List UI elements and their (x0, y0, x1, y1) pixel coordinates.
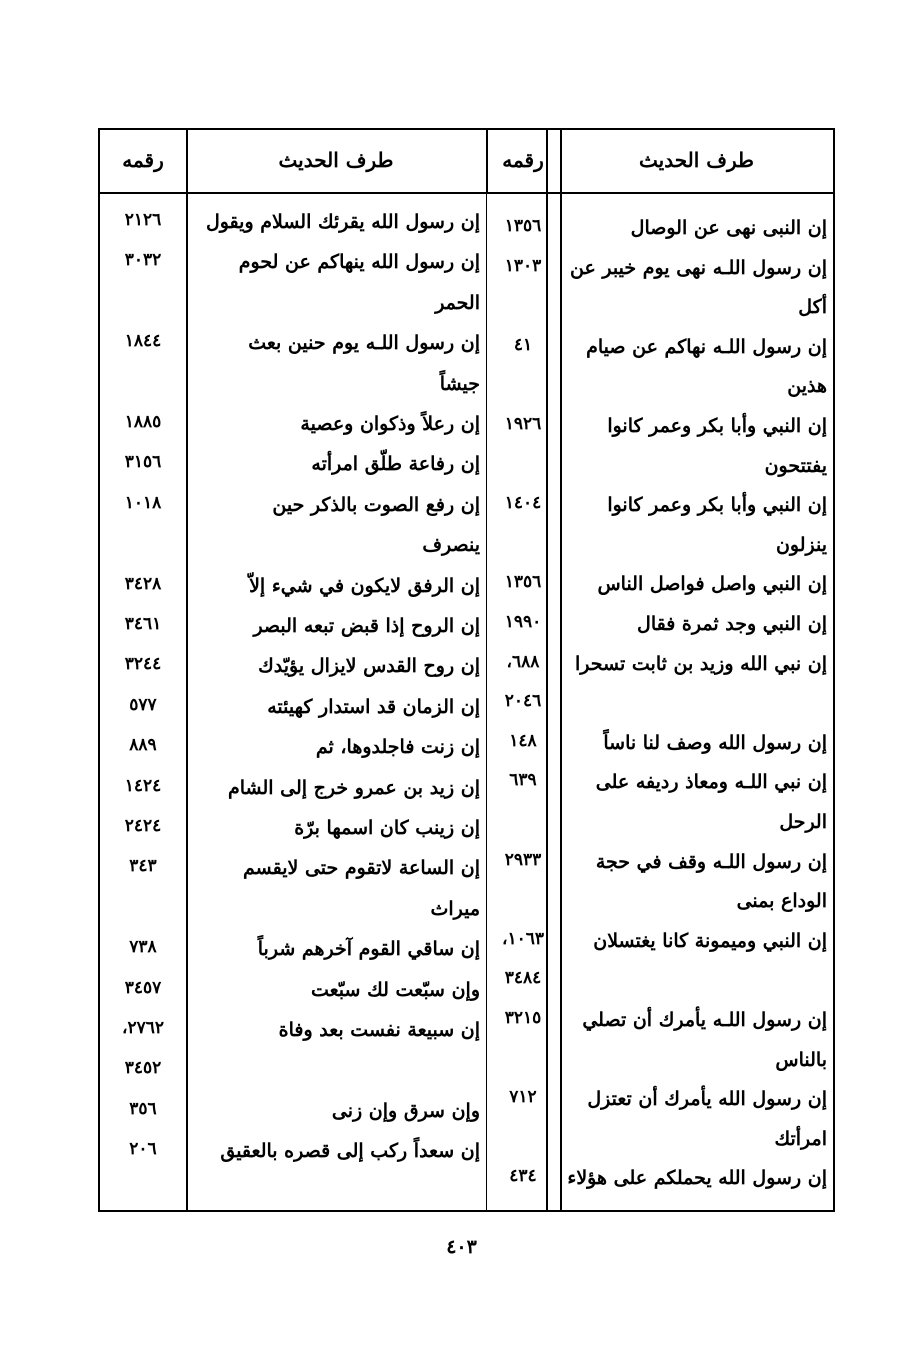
hadith-entry: إن رعلاً وذكوان وعصية (300, 413, 480, 435)
hadith-entry: إن زينب كان اسمها برّة (294, 817, 480, 839)
left-number-header: رقمه (122, 148, 164, 172)
hadith-number: ١٠١٨ (124, 492, 162, 513)
hadith-number: ٧١٢ (509, 1087, 537, 1108)
hadith-entry: إن رسول اللـه نهى يوم خيبر عن (570, 256, 827, 279)
hadith-entry: إن الروح إذا قبض تبعه البصر (253, 615, 480, 637)
hadith-entry: إن النبي وأبا بكر وعمر كانوا (607, 494, 827, 517)
hadith-number: ١٩٢٦ (504, 414, 542, 434)
hadith-entry: جيشاً (439, 372, 480, 395)
hadith-entry: ينزلون (775, 533, 827, 556)
hadith-number: ٦٣٩ (509, 770, 537, 791)
hadith-number (102, 362, 184, 402)
hadith-entry (564, 960, 827, 1000)
hadith-number (102, 281, 184, 321)
hadith-entry: الحمر (435, 291, 480, 314)
hadith-number: ٣٤٥٢ (124, 1058, 162, 1079)
hadith-entry: الرحل (779, 811, 827, 833)
hadith-entry: إن رسول الله يحملكم على هؤلاء (567, 1167, 827, 1190)
hadith-number: ٢٧٦٢، (121, 1018, 165, 1038)
hadith-number: ١٨٨٥ (124, 412, 162, 432)
hadith-entry: الوداع بمنى (736, 890, 827, 913)
hadith-number: ٤١ (513, 334, 533, 355)
hadith-entry (190, 1050, 480, 1090)
hadith-entry: إن النبي وميمونة كانا يغتسلان (593, 929, 827, 952)
hadith-number (488, 444, 558, 484)
right-hadith-header: طرف الحديث (639, 148, 754, 172)
hadith-number: ٣٤٢٨ (124, 573, 162, 594)
hadith-number: ٢٠٤٦ (504, 691, 542, 712)
hadith-entry: إن نبي الله وزيد بن ثابت تسحرا (575, 652, 827, 675)
hadith-number: ٢١٢٦ (124, 210, 162, 230)
hadith-entry: إن سبيعة نفست بعد وفاة (278, 1019, 480, 1041)
index-table (98, 128, 835, 1212)
hadith-number (488, 364, 558, 404)
hadith-number: ٤٣٤ (509, 1166, 537, 1187)
left-hadith-column (186, 194, 486, 1210)
hadith-number: ٣٤٥٧ (124, 977, 162, 998)
hadith-number: ١٠٦٣، (501, 928, 545, 949)
hadith-number: ٨٨٩ (129, 735, 157, 756)
hadith-number: ٣٥٦ (129, 1098, 157, 1119)
hadith-entry: إن رفع الصوت بالذكر حين (272, 493, 480, 516)
hadith-number (488, 800, 558, 840)
hadith-entry: إن النبي واصل فواصل الناس (597, 573, 827, 596)
hadith-number: ٢٤٢٤ (124, 816, 162, 836)
hadith-entry: وإن سرق وإن زنى (331, 1099, 480, 1122)
hadith-number: ١٣٥٦ (504, 216, 542, 236)
hadith-entry: امرأتك (774, 1127, 827, 1150)
hadith-entry (564, 683, 827, 723)
hadith-number (102, 523, 184, 563)
hadith-number: ٣١٥٦ (124, 452, 162, 473)
hadith-number (488, 1038, 558, 1078)
hadith-number (488, 523, 558, 563)
hadith-entry: إن رفاعة طلّق امرأته (311, 453, 480, 476)
hadith-entry: إن رسول الله يأمرك أن تعتزل (587, 1088, 827, 1111)
hadith-entry: ينصرف (422, 534, 480, 557)
hadith-entry: إن الرفق لايكون في شيء إلاّ (249, 574, 480, 597)
hadith-number (488, 1117, 558, 1157)
hadith-entry: إن زيد بن عمرو خرج إلى الشام (227, 776, 480, 799)
page-number: ٤٠٣ (446, 1236, 477, 1258)
left-hadith-header: طرف الحديث (278, 148, 394, 172)
hadith-number: ٥٧٧ (129, 694, 157, 715)
hadith-number: ٧٣٨ (129, 937, 157, 958)
hadith-entry: إن رسول اللـه وقف في حجة (595, 850, 827, 873)
hadith-number: ٣٢٤٤ (124, 654, 162, 675)
hadith-entry: أكل (798, 296, 827, 319)
hadith-entry: إن رسول الله وصف لنا ناساً (603, 731, 827, 754)
hadith-entry: إن النبي وأبا بكر وعمر كانوا (607, 415, 827, 437)
hadith-number: ٦٨٨، (506, 651, 540, 672)
right-number-header: رقمه (502, 148, 544, 172)
hadith-entry: إن رسول الله ينهاكم عن لحوم (238, 251, 480, 274)
hadith-entry: إن نبي اللـه ومعاذ رديفه على (595, 771, 827, 794)
hadith-number: ٣٤٨٤ (504, 968, 542, 989)
hadith-number: ٣٢١٥ (504, 1008, 542, 1028)
hadith-entry: إن ساقي القوم آخرهم شرباً (257, 938, 480, 961)
right-hadith-column (560, 194, 833, 1210)
hadith-entry: هذين (787, 375, 827, 398)
hadith-number: ١٤٨ (509, 730, 537, 751)
hadith-entry: إن النبى نهى عن الوصال (630, 217, 827, 239)
hadith-number: ٢٠٦ (129, 1139, 157, 1160)
hadith-number: ٣٤٣ (129, 856, 157, 877)
left-number-column (100, 194, 186, 1210)
hadith-entry: إن زنت فاجلدوها، ثم (315, 736, 480, 759)
hadith-entry: إن رسول اللـه يوم حنين بعث (248, 332, 480, 355)
hadith-number (488, 285, 558, 325)
hadith-number (102, 887, 184, 927)
hadith-entry: يفتتحون (764, 454, 827, 477)
hadith-number: ١٣٠٣ (504, 255, 542, 276)
hadith-entry: إن روح القدس لايزال يؤيّدك (258, 655, 480, 678)
hadith-number: ٣٠٣٢ (124, 250, 162, 271)
hadith-number (488, 879, 558, 919)
hadith-entry: إن الزمان قد استدار كهيئته (267, 695, 480, 718)
hadith-number: ١٣٥٦ (504, 572, 542, 593)
hadith-entry: إن النبي وجد ثمرة فقال (637, 613, 827, 635)
hadith-number: ١٨٤٤ (124, 331, 162, 352)
hadith-entry: إن رسول اللـه يأمرك أن تصلي (582, 1009, 827, 1031)
hadith-number: ١٤٢٤ (124, 775, 162, 796)
hadith-entry: إن سعداً ركب إلى قصره بالعقيق (220, 1140, 480, 1163)
hadith-entry: إن رسول اللـه نهاكم عن صيام (586, 335, 827, 358)
hadith-number: ١٩٩٠ (504, 612, 542, 632)
hadith-entry: بالناس (775, 1048, 827, 1071)
hadith-number: ٢٩٣٣ (504, 849, 542, 870)
hadith-entry: ميراث (430, 897, 480, 920)
hadith-number: ١٤٠٤ (504, 493, 542, 514)
right-number-column (486, 194, 560, 1210)
hadith-entry: وإن سبّعت لك سبّعت (310, 978, 480, 1001)
hadith-entry: إن الساعة لاتقوم حتى لايقسم (243, 857, 480, 880)
hadith-entry: إن رسول الله يقرئك السلام ويقول (205, 211, 480, 233)
hadith-number: ٣٤٦١ (124, 614, 162, 634)
